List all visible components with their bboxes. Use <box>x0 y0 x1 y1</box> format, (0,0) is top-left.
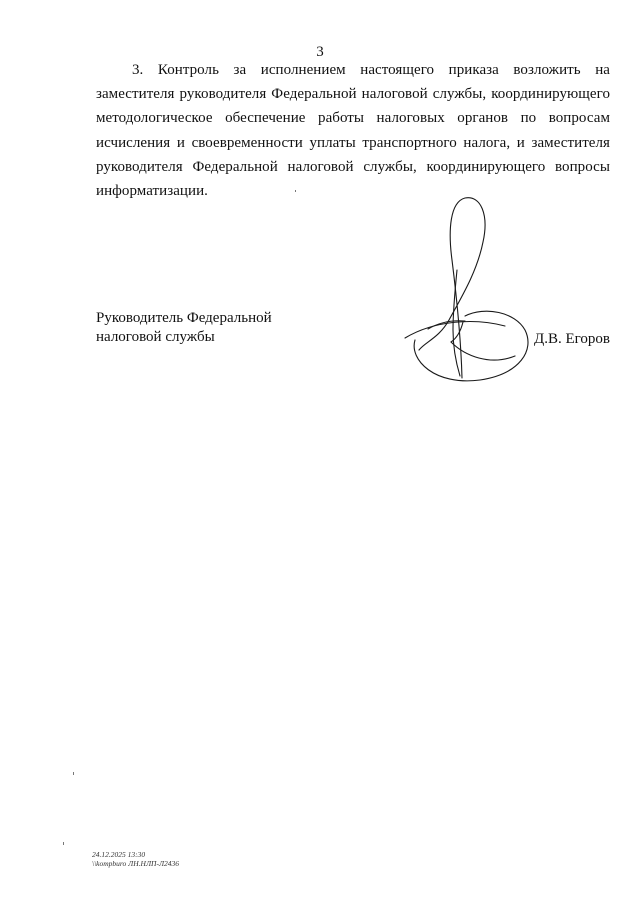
handwritten-signature <box>395 190 540 385</box>
paragraph-text: 3. Контроль за исполнением настоящего приказа возложить на заместителя руководителя Федеральной налоговой службы, координирующего методологическое обеспечение работы налоговых органов по вопросам исчисления и своевременности уплаты транспортного налога, и заместителя руководителя Федеральной налоговой службы, координирующего вопросы информатизации. <box>96 62 610 200</box>
signatory-title-line-2: налоговой службы <box>96 329 215 345</box>
paragraph-3 <box>96 58 610 203</box>
stamp-datetime: 24.12.2025 13:30 <box>92 850 146 859</box>
signatory-name: Д.В. Егоров <box>534 331 611 347</box>
page-number: 3 <box>316 44 324 60</box>
signatory-title <box>96 309 272 347</box>
signatory-title-line-1: Руководитель Федеральной <box>96 310 272 326</box>
scan-speck <box>63 842 64 845</box>
stamp-code: \\kompburo ЛН.НЛП-Л2436 <box>92 859 180 868</box>
footer-stamp <box>92 850 179 868</box>
scan-speck <box>295 190 296 192</box>
scan-speck <box>73 772 74 775</box>
